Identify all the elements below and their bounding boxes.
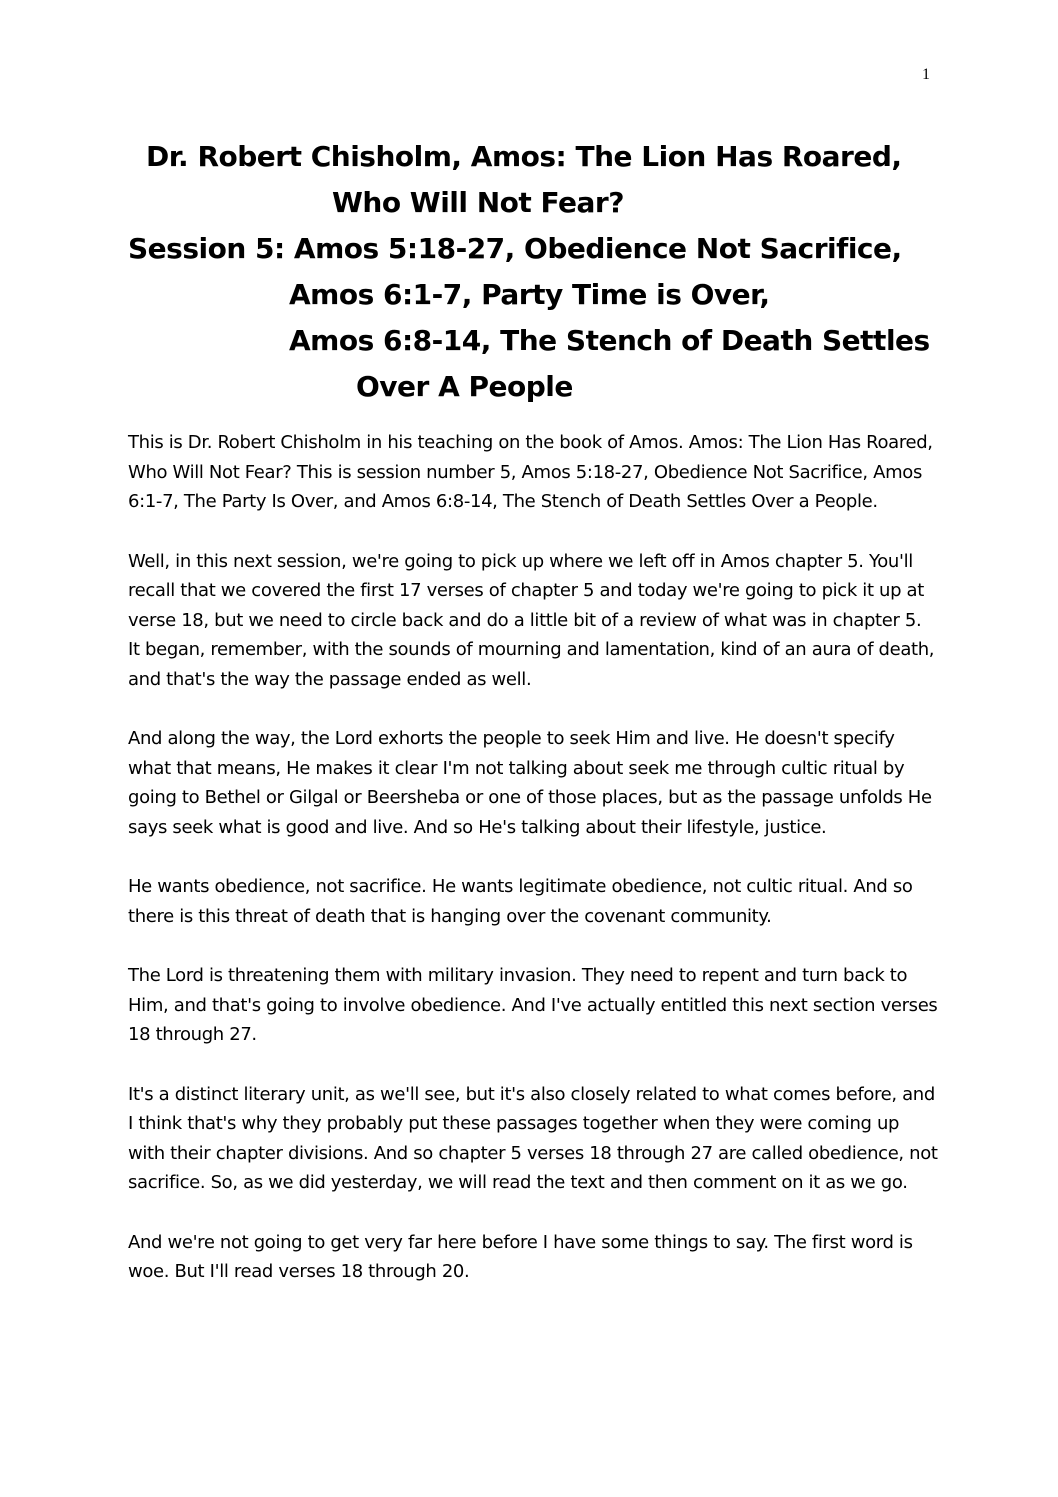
title-line: Over A People: [356, 370, 573, 403]
body-text: [128, 428, 938, 1317]
title-line: Amos 6:8-14, The Stench of Death Settles: [289, 324, 930, 357]
paragraph: Well, in this next session, we're going to pick up where we left off in Amos chapter 5. You'll recall that we covered the first 17 verses of chapter 5 and today we're going to pick it up at verse 18, but we need to circle back and do a little bit of a review of what was in chapter 5. It began, remember, with the sounds of mourning and lamentation, kind of an aura of death, and that's the way the passage ended as well.: [128, 550, 935, 690]
paragraph: And along the way, the Lord exhorts the people to seek Him and live. He doesn't specify what that means, He makes it clear I'm not talking about seek me through cultic ritual by going to Bethel or Gilgal or Beersheba or one of those places, but as the passage unfolds He says seek what is good and live. And so He's talking about their lifestyle, justice.: [128, 728, 932, 838]
title-line: Session 5: Amos 5:18-27, Obedience Not Sacrifice,: [128, 232, 902, 265]
paragraph: It's a distinct literary unit, as we'll see, but it's also closely related to what comes before, and I think that's why they probably put these passages together when they were coming up with their chapter divisions. And so chapter 5 verses 18 through 27 are called obedience, not sacrifice. So, as we did yesterday, we will read the text and then comment on it as we go.: [128, 1083, 938, 1193]
paragraph: He wants obedience, not sacrifice. He wants legitimate obedience, not cultic ritual. And so there is this threat of death that is hanging over the covenant community.: [128, 876, 913, 927]
title-line: Amos 6:1-7, Party Time is Over,: [289, 278, 770, 311]
paragraph: The Lord is threatening them with military invasion. They need to repent and turn back to Him, and that's going to involve obedience. And I've actually entitled this next section verses 18 through 27.: [128, 965, 938, 1045]
title-line: Who Will Not Fear?: [332, 186, 624, 219]
paragraph: And we're not going to get very far here before I have some things to say. The first word is woe. But I'll read verses 18 through 20.: [128, 1231, 913, 1282]
page-number: 1: [922, 66, 930, 83]
paragraph: This is Dr. Robert Chisholm in his teaching on the book of Amos. Amos: The Lion Has Roared, Who Will Not Fear? This is session number 5, Amos 5:18-27, Obedience Not Sacrifice, Amos 6:1-7, The Party Is Over, and Amos 6:8-14, The Stench of Death Settles Over a People.: [128, 432, 933, 512]
title-line: Dr. Robert Chisholm, Amos: The Lion Has Roared,: [146, 140, 902, 173]
